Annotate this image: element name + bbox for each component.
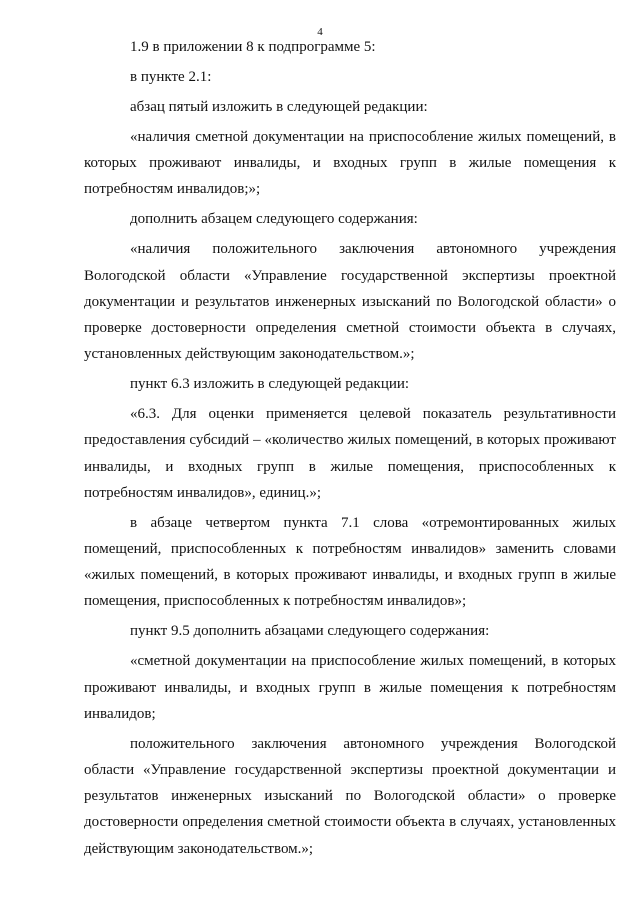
paragraph-expertise-conclusion-quote: «наличия положительного заключения автономного учреждения Вологодской области «Управление государственной экспертизы проектной документации и результатов инженерных изысканий по Вологодской области» о проверке достоверности определения сметной стоимости объекта в случаях, установленных действующим законодательством.»; xyxy=(84,241,616,363)
paragraph-add-abzac-intro: дополнить абзацем следующего содержания: xyxy=(130,211,418,228)
paragraph-point-9-5-intro: пункт 9.5 дополнить абзацами следующего содержания: xyxy=(130,623,490,640)
paragraph-fifth-abzac-intro: абзац пятый изложить в следующей редакции: xyxy=(130,99,428,115)
paragraph-point-2-1: в пункте 2.1: xyxy=(130,69,212,85)
paragraph-point-7-1-change: в абзаце четвертом пункта 7.1 слова «отремонтированных жилых помещений, приспособленных к потребностям инвалидов» заменить словами «жилых помещений, в которых проживают инвалиды, и входных групп в жилые помещения, приспособленных к потребностям инвалидов»; xyxy=(84,514,616,610)
page-number: 4 xyxy=(317,26,323,38)
paragraph-point-6-3-text: «6.3. Для оценки применяется целевой показатель результативности предоставления субсидий – «количество жилых помещений, в которых проживают инвалиды, и входных групп в жилые помещения, приспособленных к потребностям инвалидов», единиц.»; xyxy=(84,406,616,501)
paragraph-point-6-3-intro: пункт 6.3 изложить в следующей редакции: xyxy=(130,376,410,393)
paragraph-9-5-estimate-quote: «сметной документации на приспособление жилых помещений, в которых проживают инвалиды, и входных групп в жилые помещения к потребностям инвалидов; xyxy=(84,653,616,722)
paragraph-9-5-expertise-quote: положительного заключения автономного учреждения Вологодской области «Управление государственной экспертизы проектной документации и результатов инженерных изысканий по Вологодской области» о проверке достоверности определения сметной стоимости объекта в случаях, установленных действующим законодательством.»; xyxy=(84,735,616,857)
paragraph-item-1-9: 1.9 в приложении 8 к подпрограмме 5: xyxy=(130,39,376,55)
paragraph-estimate-documentation-quote: «наличия сметной документации на приспособление жилых помещений, в которых проживают инвалиды, и входных групп в жилые помещения к потребностям инвалидов;»; xyxy=(84,129,616,198)
document-body xyxy=(84,34,616,862)
